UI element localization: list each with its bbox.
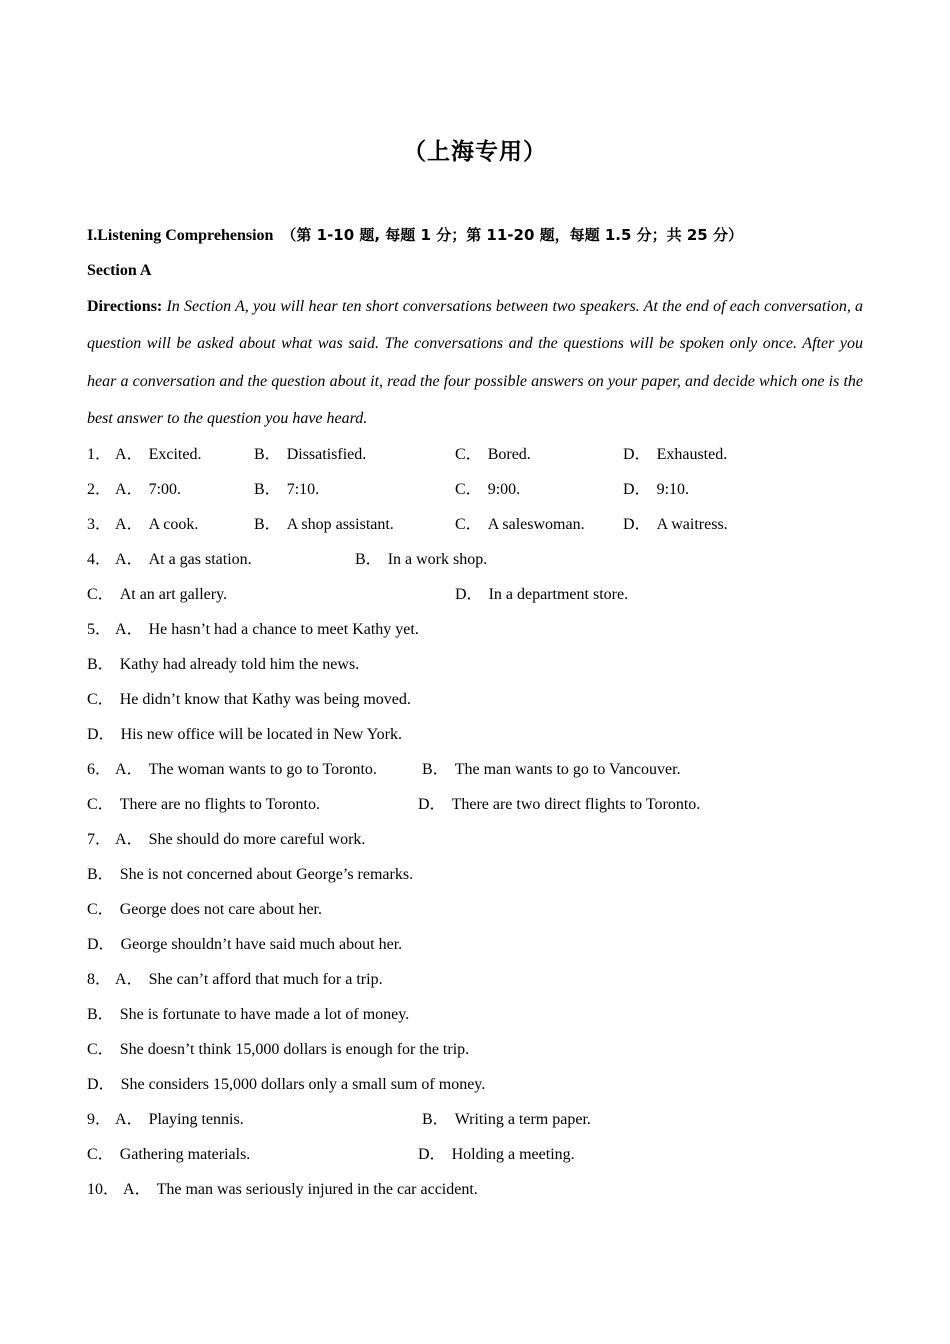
question-9-row-2 (87, 1137, 863, 1172)
q1-option-b: B． Dissatisfied. (254, 446, 367, 464)
question-4-row-2 (87, 577, 863, 612)
question-3 (87, 507, 863, 542)
exam-content (87, 218, 863, 1207)
q8-option-c: C． She doesn’t think 15,000 dollars is enough for the trip. (87, 1041, 470, 1059)
question-2 (87, 472, 863, 507)
section-heading-label: I.Listening Comprehension (87, 227, 274, 244)
q2-option-d: D． 9:10. (623, 481, 690, 499)
q2-option-c: C． 9:00. (455, 481, 521, 499)
q4-option-d: D． In a department store. (455, 586, 629, 604)
q4-option-b: B． In a work shop. (355, 551, 488, 569)
q6-option-c: C． There are no flights to Toronto. (87, 796, 320, 814)
q9-option-d: D． Holding a meeting. (418, 1146, 575, 1164)
q6-option-d: D． There are two direct flights to Toronto. (418, 796, 701, 814)
q2-option-b: B． 7:10. (254, 481, 320, 499)
q9-option-b: B． Writing a term paper. (422, 1111, 591, 1129)
q9-option-a: 9． A． Playing tennis. (87, 1111, 244, 1129)
q5-option-c: C． He didn’t know that Kathy was being moved. (87, 691, 411, 709)
directions (87, 288, 863, 437)
q6-option-a: 6． A． The woman wants to go to Toronto. (87, 761, 377, 779)
page-title: （上海专用） (403, 139, 547, 165)
section-scoring: （第 1-10 题, 每题 1 分；第 11-20 题，每题 1.5 分；共 25 分） (281, 226, 743, 244)
q7-option-d: D． George shouldn’t have said much about her. (87, 936, 403, 954)
q2-option-a: 2． A． 7:00. (87, 481, 182, 499)
q7-option-a: 7． A． She should do more careful work. (87, 831, 366, 849)
directions-text: In Section A, you will hear ten short conversations between two speakers. At the end of each conversation, a question will be asked about what was said. The conversations and the questions will be spoken only once. After you hear a conversation and the question about it, read the four possible answers on your paper, and decide which one is the best answer to the question you have heard. (87, 298, 864, 427)
question-1 (87, 437, 863, 472)
question-4-row-1 (87, 542, 863, 577)
question-9-row-1 (87, 1102, 863, 1137)
q7-option-b: B． She is not concerned about George’s remarks. (87, 866, 414, 884)
directions-label: Directions: (87, 298, 163, 315)
q1-option-c: C． Bored. (455, 446, 531, 464)
question-6-row-1 (87, 752, 863, 787)
q7-option-c: C． George does not care about her. (87, 901, 322, 919)
q8-option-b: B． She is fortunate to have made a lot of money. (87, 1006, 410, 1024)
section-a-heading: Section A (87, 262, 152, 279)
q5-option-b: B． Kathy had already told him the news. (87, 656, 360, 674)
question-6-row-2 (87, 787, 863, 822)
q5-option-a: 5． A． He hasn’t had a chance to meet Kathy yet. (87, 621, 419, 639)
q4-option-a: 4． A． At a gas station. (87, 551, 252, 569)
q9-option-c: C． Gathering materials. (87, 1146, 251, 1164)
q8-option-d: D． She considers 15,000 dollars only a small sum of money. (87, 1076, 486, 1094)
q5-option-d: D． His new office will be located in New York. (87, 726, 402, 744)
q1-option-d: D． Exhausted. (623, 446, 728, 464)
q4-option-c: C． At an art gallery. (87, 586, 228, 604)
q8-option-a: 8． A． She can’t afford that much for a trip. (87, 971, 383, 989)
q3-option-b: B． A shop assistant. (254, 516, 394, 534)
q1-option-a: 1． A． Excited. (87, 446, 202, 464)
q10-option-a: 10． A． The man was seriously injured in the car accident. (87, 1181, 478, 1199)
section-heading (87, 218, 863, 253)
q3-option-c: C． A saleswoman. (455, 516, 585, 534)
q6-option-b: B． The man wants to go to Vancouver. (422, 761, 681, 779)
q3-option-a: 3． A． A cook. (87, 516, 199, 534)
q3-option-d: D． A waitress. (623, 516, 728, 534)
